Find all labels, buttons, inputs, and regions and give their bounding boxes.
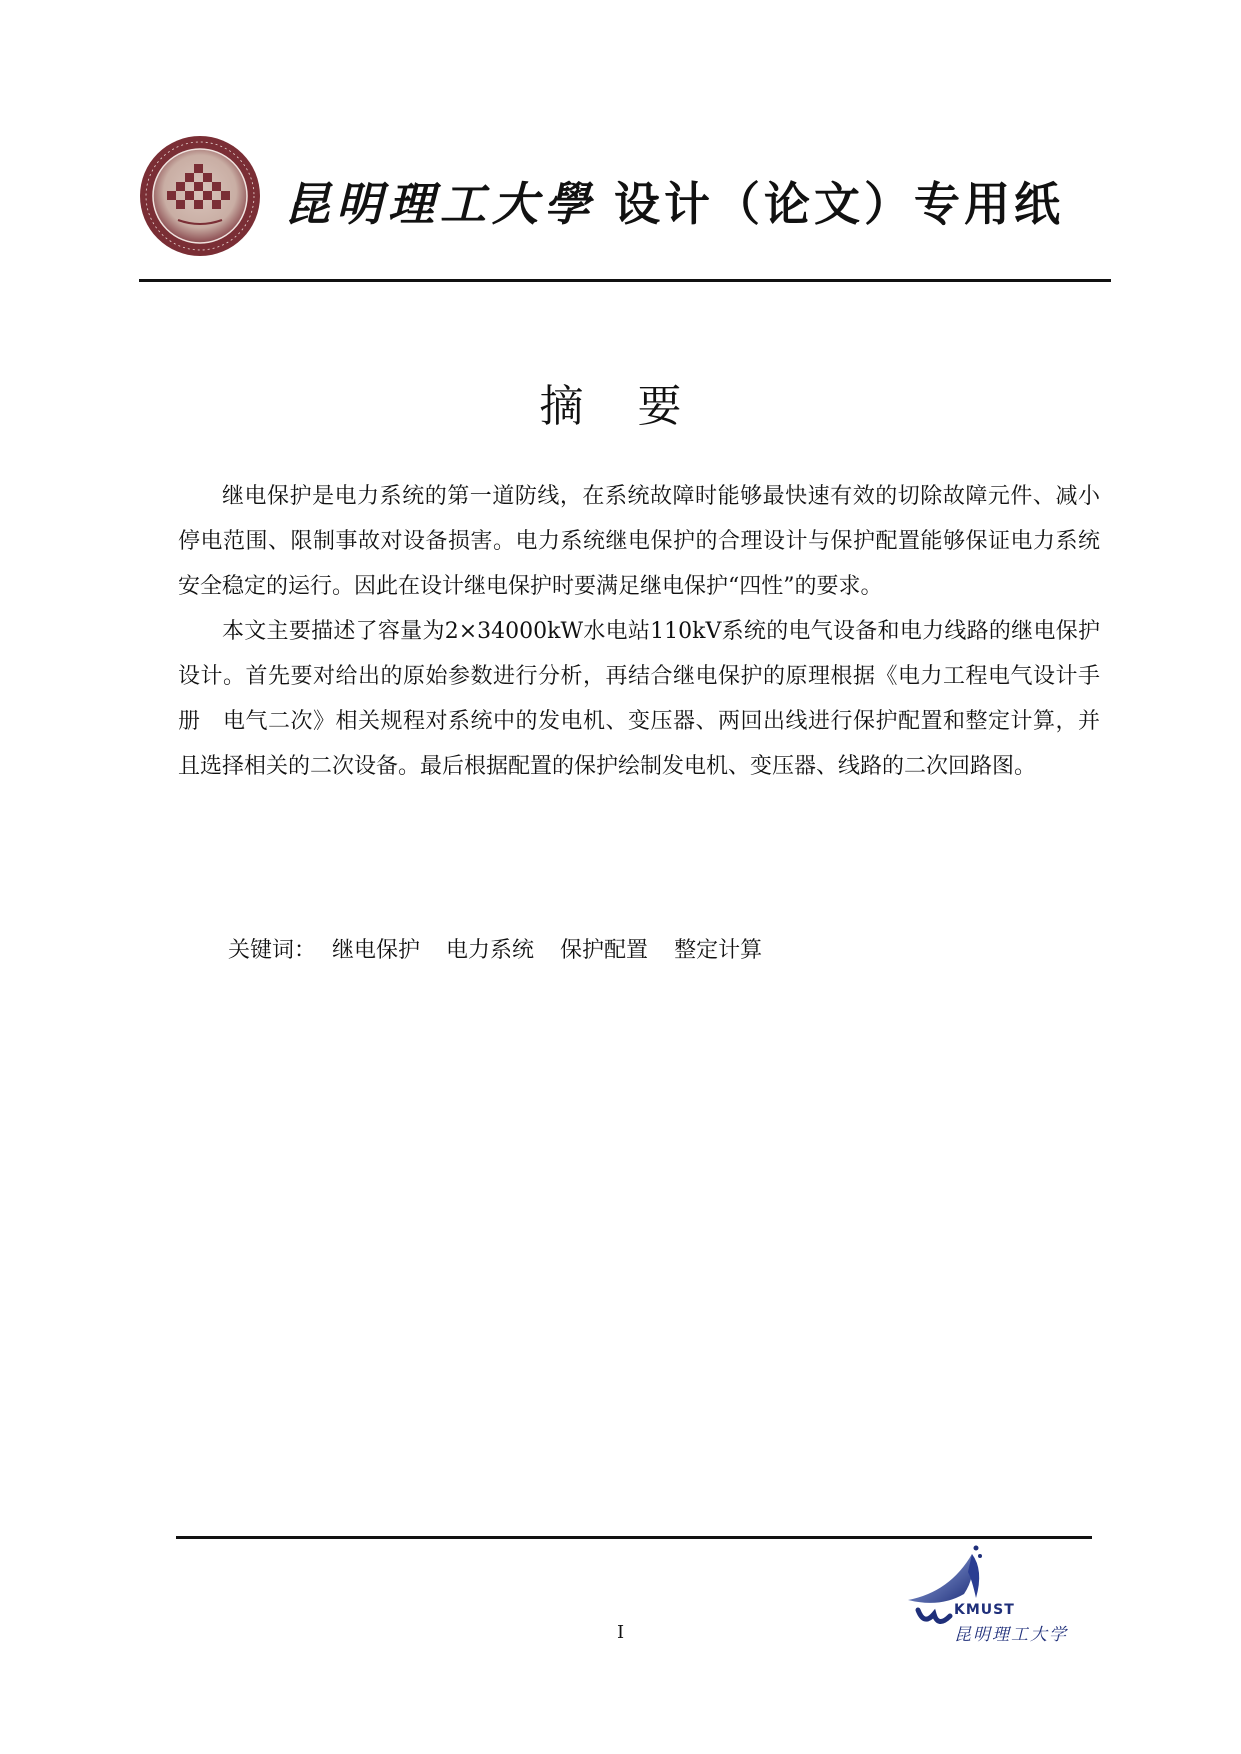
abstract-paragraph-1: 继电保护是电力系统的第一道防线，在系统故障时能够最快速有效的切除故障元件、减小停电范围、限制事故对设备损害。电力系统继电保护的合理设计与保护配置能够保证电力系统安全稳定的运行。因此在设计继电保护时要满足继电保护“四性”的要求。 xyxy=(178,484,1100,599)
logo-abbrev: KMUST xyxy=(954,1602,1015,1618)
page-number: I xyxy=(616,1622,625,1643)
university-seal-logo xyxy=(138,134,262,258)
abstract-title: 摘 要 xyxy=(539,381,702,432)
keyword-item: 保护配置 xyxy=(560,938,649,963)
keyword-item: 电力系统 xyxy=(446,938,535,963)
school-name: 昆明理工大學 xyxy=(284,177,596,231)
keywords-line xyxy=(228,936,762,966)
keywords-label: 关键词： xyxy=(228,938,317,963)
keyword-item: 继电保护 xyxy=(332,938,421,963)
logo-name: 昆明理工大学 xyxy=(954,1625,1068,1645)
keyword-item: 整定计算 xyxy=(674,938,763,963)
paper-label: 设计（论文）专用纸 xyxy=(614,177,1064,231)
abstract-paragraph-2: 本文主要描述了容量为2×34000kW水电站110kV系统的电气设备和电力线路的继电保护设计。首先要对给出的原始参数进行分析，再结合继电保护的原理根据《电力工程电气设计手册 电气二次》相关规程对系统中的发电机、变压器、两回出线进行保护配置和整定计算，并且选择相关的二次设备。最后根据配置的保护绘制发电机、变压器、线路的二次回路图。 xyxy=(178,619,1100,779)
abstract-body xyxy=(178,474,1100,789)
header-divider xyxy=(139,279,1111,282)
header-title xyxy=(284,168,1064,234)
